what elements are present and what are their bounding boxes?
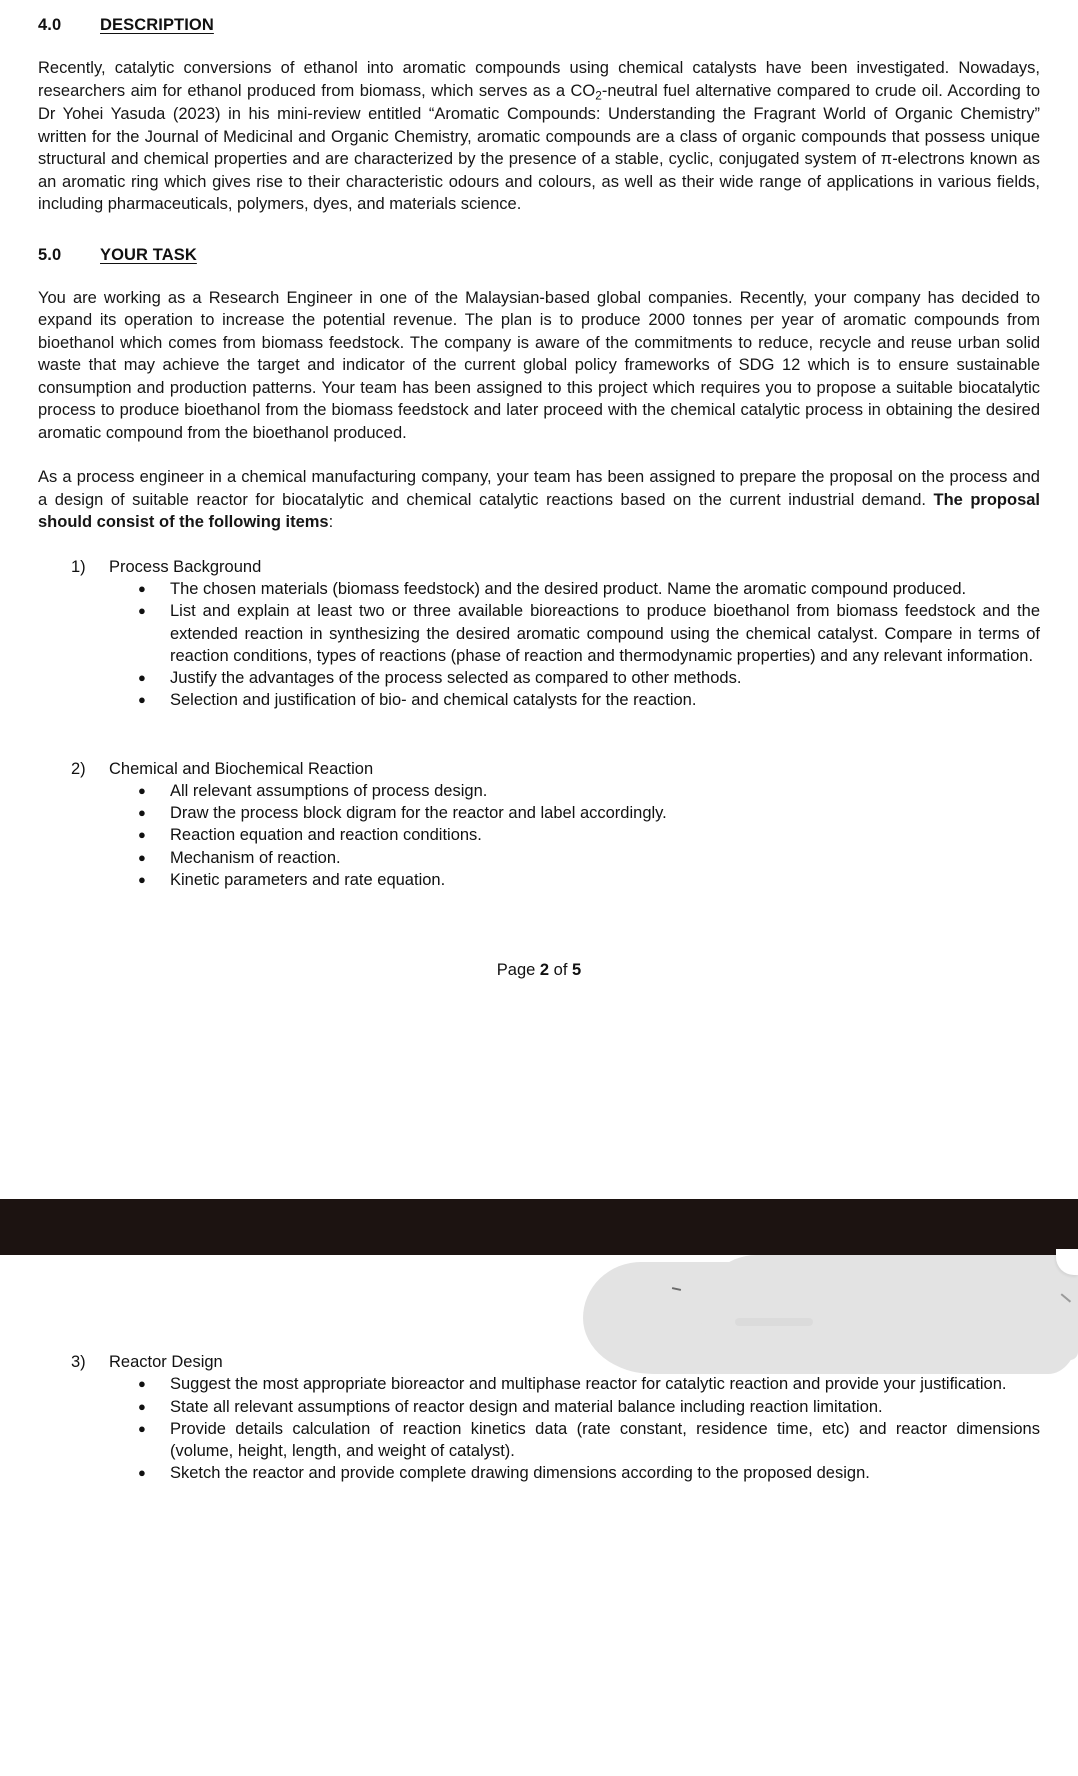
bullet-text: Reaction equation and reaction conditions. bbox=[170, 826, 482, 845]
bullet-dot-icon: ● bbox=[138, 871, 146, 887]
list-item-2-bullets bbox=[138, 780, 1040, 891]
bullet-text: Selection and justification of bio- and chemical catalysts for the reaction. bbox=[170, 691, 697, 710]
page-footer-middle: of bbox=[549, 961, 573, 980]
bullet-dot-icon: ● bbox=[138, 1420, 146, 1436]
section-heading-description bbox=[38, 16, 1040, 35]
task-paragraph-1: You are working as a Research Engineer in one of the Malaysian-based global companies. Recently, your company has decided to expand its operation to increase the potential revenue. The plan is to produce 2000 tonnes per year of aromatic compounds from bioethanol which comes from biomass feedstock. The company is aware of the commitments to reduce, recycle and reuse urban solid waste that may achieve the target and indicator of the current global policy frameworks of SDG 12 which is to ensure sustainable consumption and production patterns. Your team has been assigned to this project which requires you to propose a suitable biocatalytic process to produce bioethanol from the biomass feedstock and later proceed with the chemical catalytic process in obtaining the desired aromatic compound from the bioethanol produced. bbox=[38, 288, 1040, 442]
list-item-1-marker: 1) bbox=[71, 557, 86, 576]
bullet-item bbox=[138, 869, 1040, 891]
bullet-item bbox=[138, 1462, 1040, 1484]
list-item-3-marker: 3) bbox=[71, 1353, 86, 1371]
list-item-3-label: Reactor Design bbox=[109, 1353, 223, 1371]
bullet-text: Provide details calculation of reaction kinetics data (rate constant, residence time, etc) and reactor dimensions (volume, height, length, and weight of catalyst). bbox=[170, 1419, 1040, 1461]
bullet-item bbox=[138, 1373, 1040, 1395]
description-paragraph-part-1: Recently, catalytic conversions of ethanol into aromatic compounds using chemical catalysts have been investigated. Nowadays, researchers aim for ethanol produced from biomass, which serves as a CO bbox=[38, 59, 1040, 100]
spacer-between-items-extra bbox=[38, 742, 1040, 758]
spacer-before-task-heading bbox=[38, 216, 1040, 246]
bullet-text: All relevant assumptions of process design. bbox=[170, 781, 488, 800]
section-heading-your-task bbox=[38, 246, 1040, 265]
page-number-current: 2 bbox=[539, 961, 550, 980]
spacer-after-description-heading bbox=[38, 35, 1040, 57]
list-item-1-heading bbox=[71, 556, 1040, 578]
bullet-dot-icon: ● bbox=[138, 692, 146, 708]
spacer-before-item-list bbox=[38, 534, 1040, 556]
bullet-dot-icon: ● bbox=[138, 670, 146, 686]
co2-subscript: 2 bbox=[595, 87, 602, 102]
bullet-dot-icon: ● bbox=[138, 603, 146, 619]
description-paragraph-part-2: -neutral fuel alternative compared to crude oil. According to Dr Yohei Yasuda (2023) in his mini-review entitled “Aromatic Compounds: Understanding the Fragrant World of Organic Chemistry” written for the Journal of Medicinal and Organic Chemistry, aromatic compounds are a class of organic compounds that possess unique structural and chemical properties and are characterized by the presence of a stable, cyclic, conjugated system of π-electrons known as an aromatic ring which gives rise to their characteristic odours and colours, as well as their wide range of applications in various fields, including pharmaceuticals, polymers, dyes, and materials science. bbox=[38, 81, 1040, 214]
list-item-2-heading bbox=[71, 758, 1040, 780]
spacer-between-task-paragraphs bbox=[38, 444, 1040, 466]
bullet-text: Suggest the most appropriate bioreactor and multiphase reactor for catalytic reaction and provide your justification. bbox=[170, 1375, 1007, 1394]
bullet-text: Mechanism of reaction. bbox=[170, 848, 341, 867]
bullet-text: Sketch the reactor and provide complete drawing dimensions according to the proposed design. bbox=[170, 1464, 870, 1483]
page-number-total: 5 bbox=[572, 961, 582, 980]
scan-obstruction-highlight bbox=[735, 1318, 813, 1326]
bullet-item bbox=[138, 847, 1040, 869]
bullet-item bbox=[138, 802, 1040, 824]
bullet-dot-icon: ● bbox=[138, 1465, 146, 1481]
bullet-item bbox=[138, 780, 1040, 802]
list-item-1-bullets bbox=[138, 578, 1040, 712]
task-paragraph-2-normal: As a process engineer in a chemical manufacturing company, your team has been assigned to prepare the proposal on the process and a design of suitable reactor for biocatalytic and chemical catalytic reactions based on the current industrial demand. bbox=[38, 468, 1040, 509]
bullet-item bbox=[138, 1396, 1040, 1418]
bullet-dot-icon: ● bbox=[138, 1398, 146, 1414]
bullet-item bbox=[138, 1418, 1040, 1463]
task-paragraph-2-bold: The proposal should consist of the following items bbox=[38, 490, 1041, 532]
top-spacer bbox=[38, 0, 1040, 16]
bullet-dot-icon: ● bbox=[138, 782, 146, 798]
bullet-dot-icon: ● bbox=[138, 827, 146, 843]
section-title-description: DESCRIPTION bbox=[100, 16, 214, 34]
page-footer bbox=[38, 961, 1040, 980]
bullet-item bbox=[138, 600, 1040, 667]
bullet-item bbox=[138, 578, 1040, 600]
task-paragraph-2 bbox=[38, 466, 1040, 534]
section-number-5: 5.0 bbox=[38, 245, 62, 264]
list-item-2-label: Chemical and Biochemical Reaction bbox=[109, 759, 374, 778]
bullet-dot-icon: ● bbox=[138, 849, 146, 865]
list-item-2-marker: 2) bbox=[71, 759, 86, 778]
bullet-item bbox=[138, 667, 1040, 689]
page-separator-band bbox=[0, 1199, 1078, 1255]
bullet-text: List and explain at least two or three available bioreactions to produce bioethanol from biomass feedstock and the extended reaction in synthesizing the desired aromatic compound using the chemical catalyst. Compare in terms of reaction conditions, types of reactions (phase of reaction and thermodynamic properties) and any relevant information. bbox=[170, 602, 1040, 665]
bullet-item bbox=[138, 824, 1040, 846]
bullet-text: Kinetic parameters and rate equation. bbox=[170, 870, 446, 889]
section-number-4: 4.0 bbox=[38, 16, 62, 34]
task-paragraph-2-tail: : bbox=[328, 513, 334, 532]
spacer-after-task-heading bbox=[38, 265, 1040, 287]
spacer-between-items bbox=[38, 712, 1040, 742]
description-paragraph bbox=[38, 57, 1040, 216]
scan-obstruction-shape-secondary bbox=[700, 1255, 1078, 1360]
bullet-dot-icon: ● bbox=[138, 805, 146, 821]
bullet-text: Justify the advantages of the process selected as compared to other methods. bbox=[170, 669, 742, 688]
list-item-1-label: Process Background bbox=[109, 557, 262, 576]
bullet-text: The chosen materials (biomass feedstock) and the desired product. Name the aromatic compound produced. bbox=[170, 580, 967, 599]
list-item-3-bullets bbox=[138, 1373, 1040, 1484]
page-footer-prefix: Page bbox=[496, 961, 540, 980]
bullet-item bbox=[138, 689, 1040, 711]
bullet-text: State all relevant assumptions of reactor design and material balance including reaction limitation. bbox=[170, 1397, 883, 1416]
bullet-dot-icon: ● bbox=[138, 1376, 146, 1392]
bullet-dot-icon: ● bbox=[138, 581, 146, 597]
section-title-your-task: YOUR TASK bbox=[100, 245, 197, 264]
bullet-text: Draw the process block digram for the reactor and label accordingly. bbox=[170, 804, 667, 823]
